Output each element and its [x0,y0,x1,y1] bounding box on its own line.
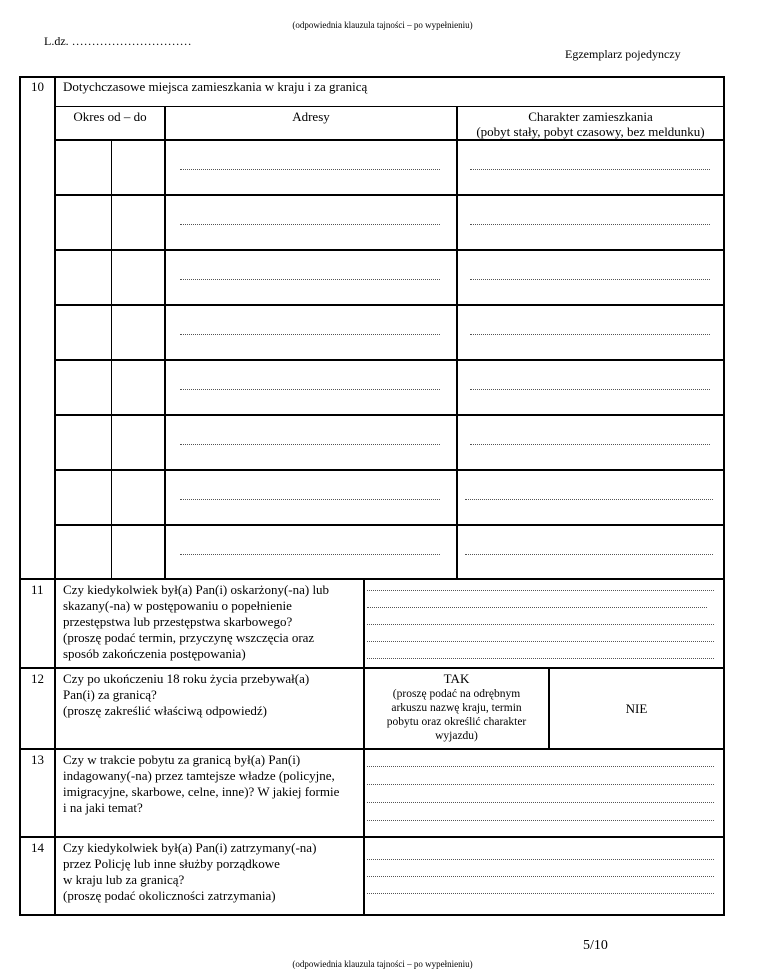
section-13-question: Czy w trakcie pobytu za granicą był(a) Pan(i) indagowany(-na) przez tamtejsze władze (policyjne, imigracyjne, skarbowe, celne, inne)? W jakiej formie i na jaki temat? [63,752,340,815]
period-to-cell[interactable] [113,417,163,468]
column-character-subheader: (pobyt stały, pobyt czasowy, bez meldunku) [476,124,705,139]
section-14-question: Czy kiedykolwiek był(a) Pan(i) zatrzymany(-na) przez Policję lub inne służby porządkowe w kraju lub za granicą? (proszę podać okoliczności zatrzymania) [63,840,317,903]
address-field[interactable] [180,334,440,335]
section-10-title: Dotychczasowe miejsca zamieszkania w kraju i za granicą [63,79,368,94]
answer-no-option[interactable]: NIE [625,701,648,716]
column-character-header: Charakter zamieszkania [528,109,653,124]
address-field[interactable] [180,224,440,225]
period-to-cell[interactable] [113,197,163,248]
residence-character-field[interactable] [470,224,710,225]
period-from-cell[interactable] [57,142,110,193]
residence-character-field[interactable] [470,389,710,390]
period-to-cell[interactable] [113,252,163,303]
period-to-cell[interactable] [113,142,163,193]
period-to-cell[interactable] [113,527,163,577]
yes-label: TAK [443,671,470,686]
residence-character-field[interactable] [470,444,710,445]
period-from-cell[interactable] [57,362,110,413]
section-11-question: Czy kiedykolwiek był(a) Pan(i) oskarżony(-na) lub skazany(-na) w postępowaniu o popełnienie przestępstwa lub przestępstwa skarbowego? (proszę podać termin, przyczynę wszczęcia oraz sposób zakończenia postępowania) [63,582,330,661]
section-11-number: 11 [31,582,44,597]
page-number: 5/10 [583,938,608,953]
section-14-number: 14 [31,840,44,855]
period-to-cell[interactable] [113,362,163,413]
residence-character-field[interactable] [470,279,710,280]
column-period-header: Okres od – do [73,109,147,124]
period-from-cell[interactable] [57,252,110,303]
address-field[interactable] [180,169,440,170]
period-from-cell[interactable] [57,197,110,248]
residence-character-field[interactable] [470,334,710,335]
section-12-number: 12 [31,671,44,686]
section-13-number: 13 [31,752,44,767]
column-addresses-header: Adresy [292,109,330,124]
residence-character-field[interactable] [470,169,710,170]
address-field[interactable] [180,389,440,390]
footer-classification: (odpowiednia klauzula tajności – po wypełnieniu) [292,959,473,969]
ldz-label: L.dz. ………………………… [44,34,192,48]
residence-character-field[interactable] [465,554,713,555]
period-from-cell[interactable] [57,527,110,577]
header-classification: (odpowiednia klauzula tajności – po wypełnieniu) [292,20,473,30]
section-10-number: 10 [31,79,44,94]
period-from-cell[interactable] [57,417,110,468]
yes-note: (proszę podać na odrębnym arkuszu nazwę kraju, termin pobytu oraz określić charakter wyjazdu) [386,688,527,742]
section-12-question: Czy po ukończeniu 18 roku życia przebywał(a) Pan(i) za granicą? (proszę zakreślić właściwą odpowiedź) [63,671,310,718]
period-from-cell[interactable] [57,307,110,358]
residence-character-field[interactable] [465,499,713,500]
period-from-cell[interactable] [57,472,110,523]
copy-label: Egzemplarz pojedynczy [565,47,681,61]
period-to-cell[interactable] [113,307,163,358]
address-field[interactable] [180,554,440,555]
address-field[interactable] [180,499,440,500]
address-field[interactable] [180,444,440,445]
address-field[interactable] [180,279,440,280]
period-to-cell[interactable] [113,472,163,523]
answer-yes-option[interactable] [365,671,548,743]
